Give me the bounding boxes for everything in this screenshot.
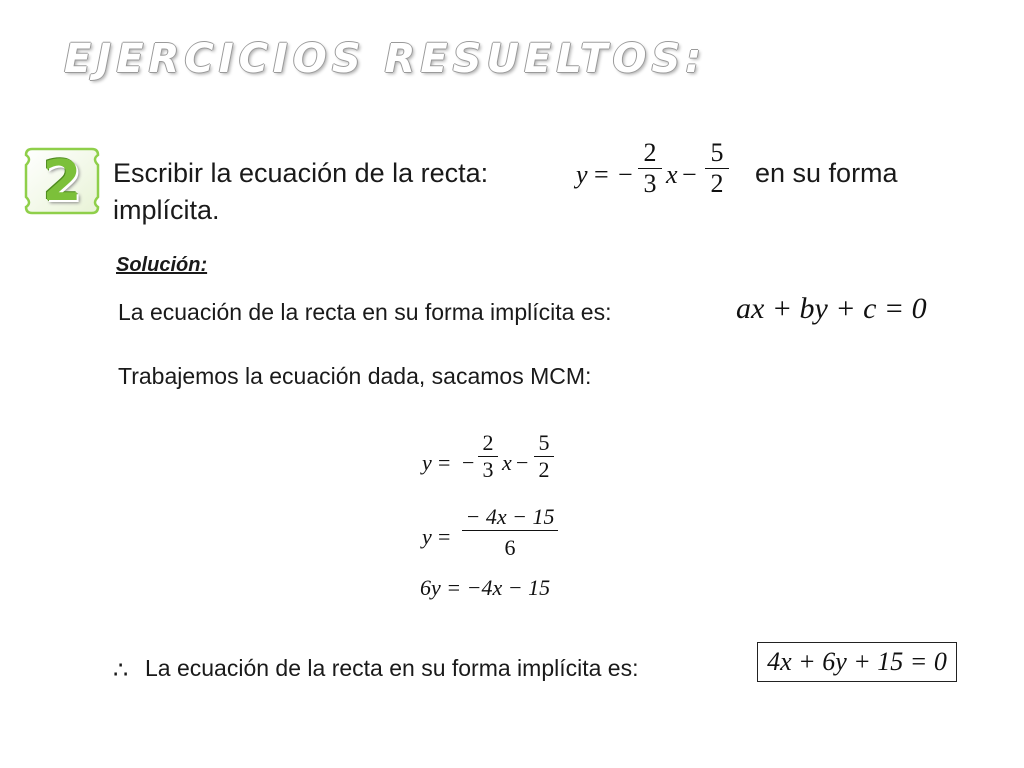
solution-label: Solución: — [116, 254, 208, 276]
general-form: ax + by + c = 0 — [736, 292, 927, 325]
therefore-symbol: ∴ — [113, 657, 129, 684]
result-box: 4x + 6y + 15 = 0 — [757, 642, 957, 682]
given-equation: y = − $\frac{2}{3}$ x − $\frac{5}{2}$ — [562, 138, 742, 218]
exercise-number: 2 — [42, 149, 82, 214]
work-intro: Trabajemos la ecuación dada, sacamos MCM: — [118, 363, 592, 389]
step-1-equation: y = − $\frac{2}{3}$ x − $\frac{5}{2}$ — [420, 430, 580, 494]
conclusion-text: La ecuación de la recta en su forma implícita es: — [145, 655, 639, 681]
statement-line2: implícita. — [113, 195, 220, 225]
step-3-equation: 6y = −4x − 15 — [420, 575, 551, 600]
implicit-intro: La ecuación de la recta en su forma implícita es: — [118, 299, 612, 325]
page-title: EJERCICIOS RESUELTOS: — [64, 36, 707, 82]
statement-suffix: en su forma — [755, 158, 898, 188]
statement-prefix: Escribir la ecuación de la recta: — [113, 158, 489, 188]
step-2-equation: y = $\frac{- 4x - 15}{6}$ — [420, 504, 580, 568]
